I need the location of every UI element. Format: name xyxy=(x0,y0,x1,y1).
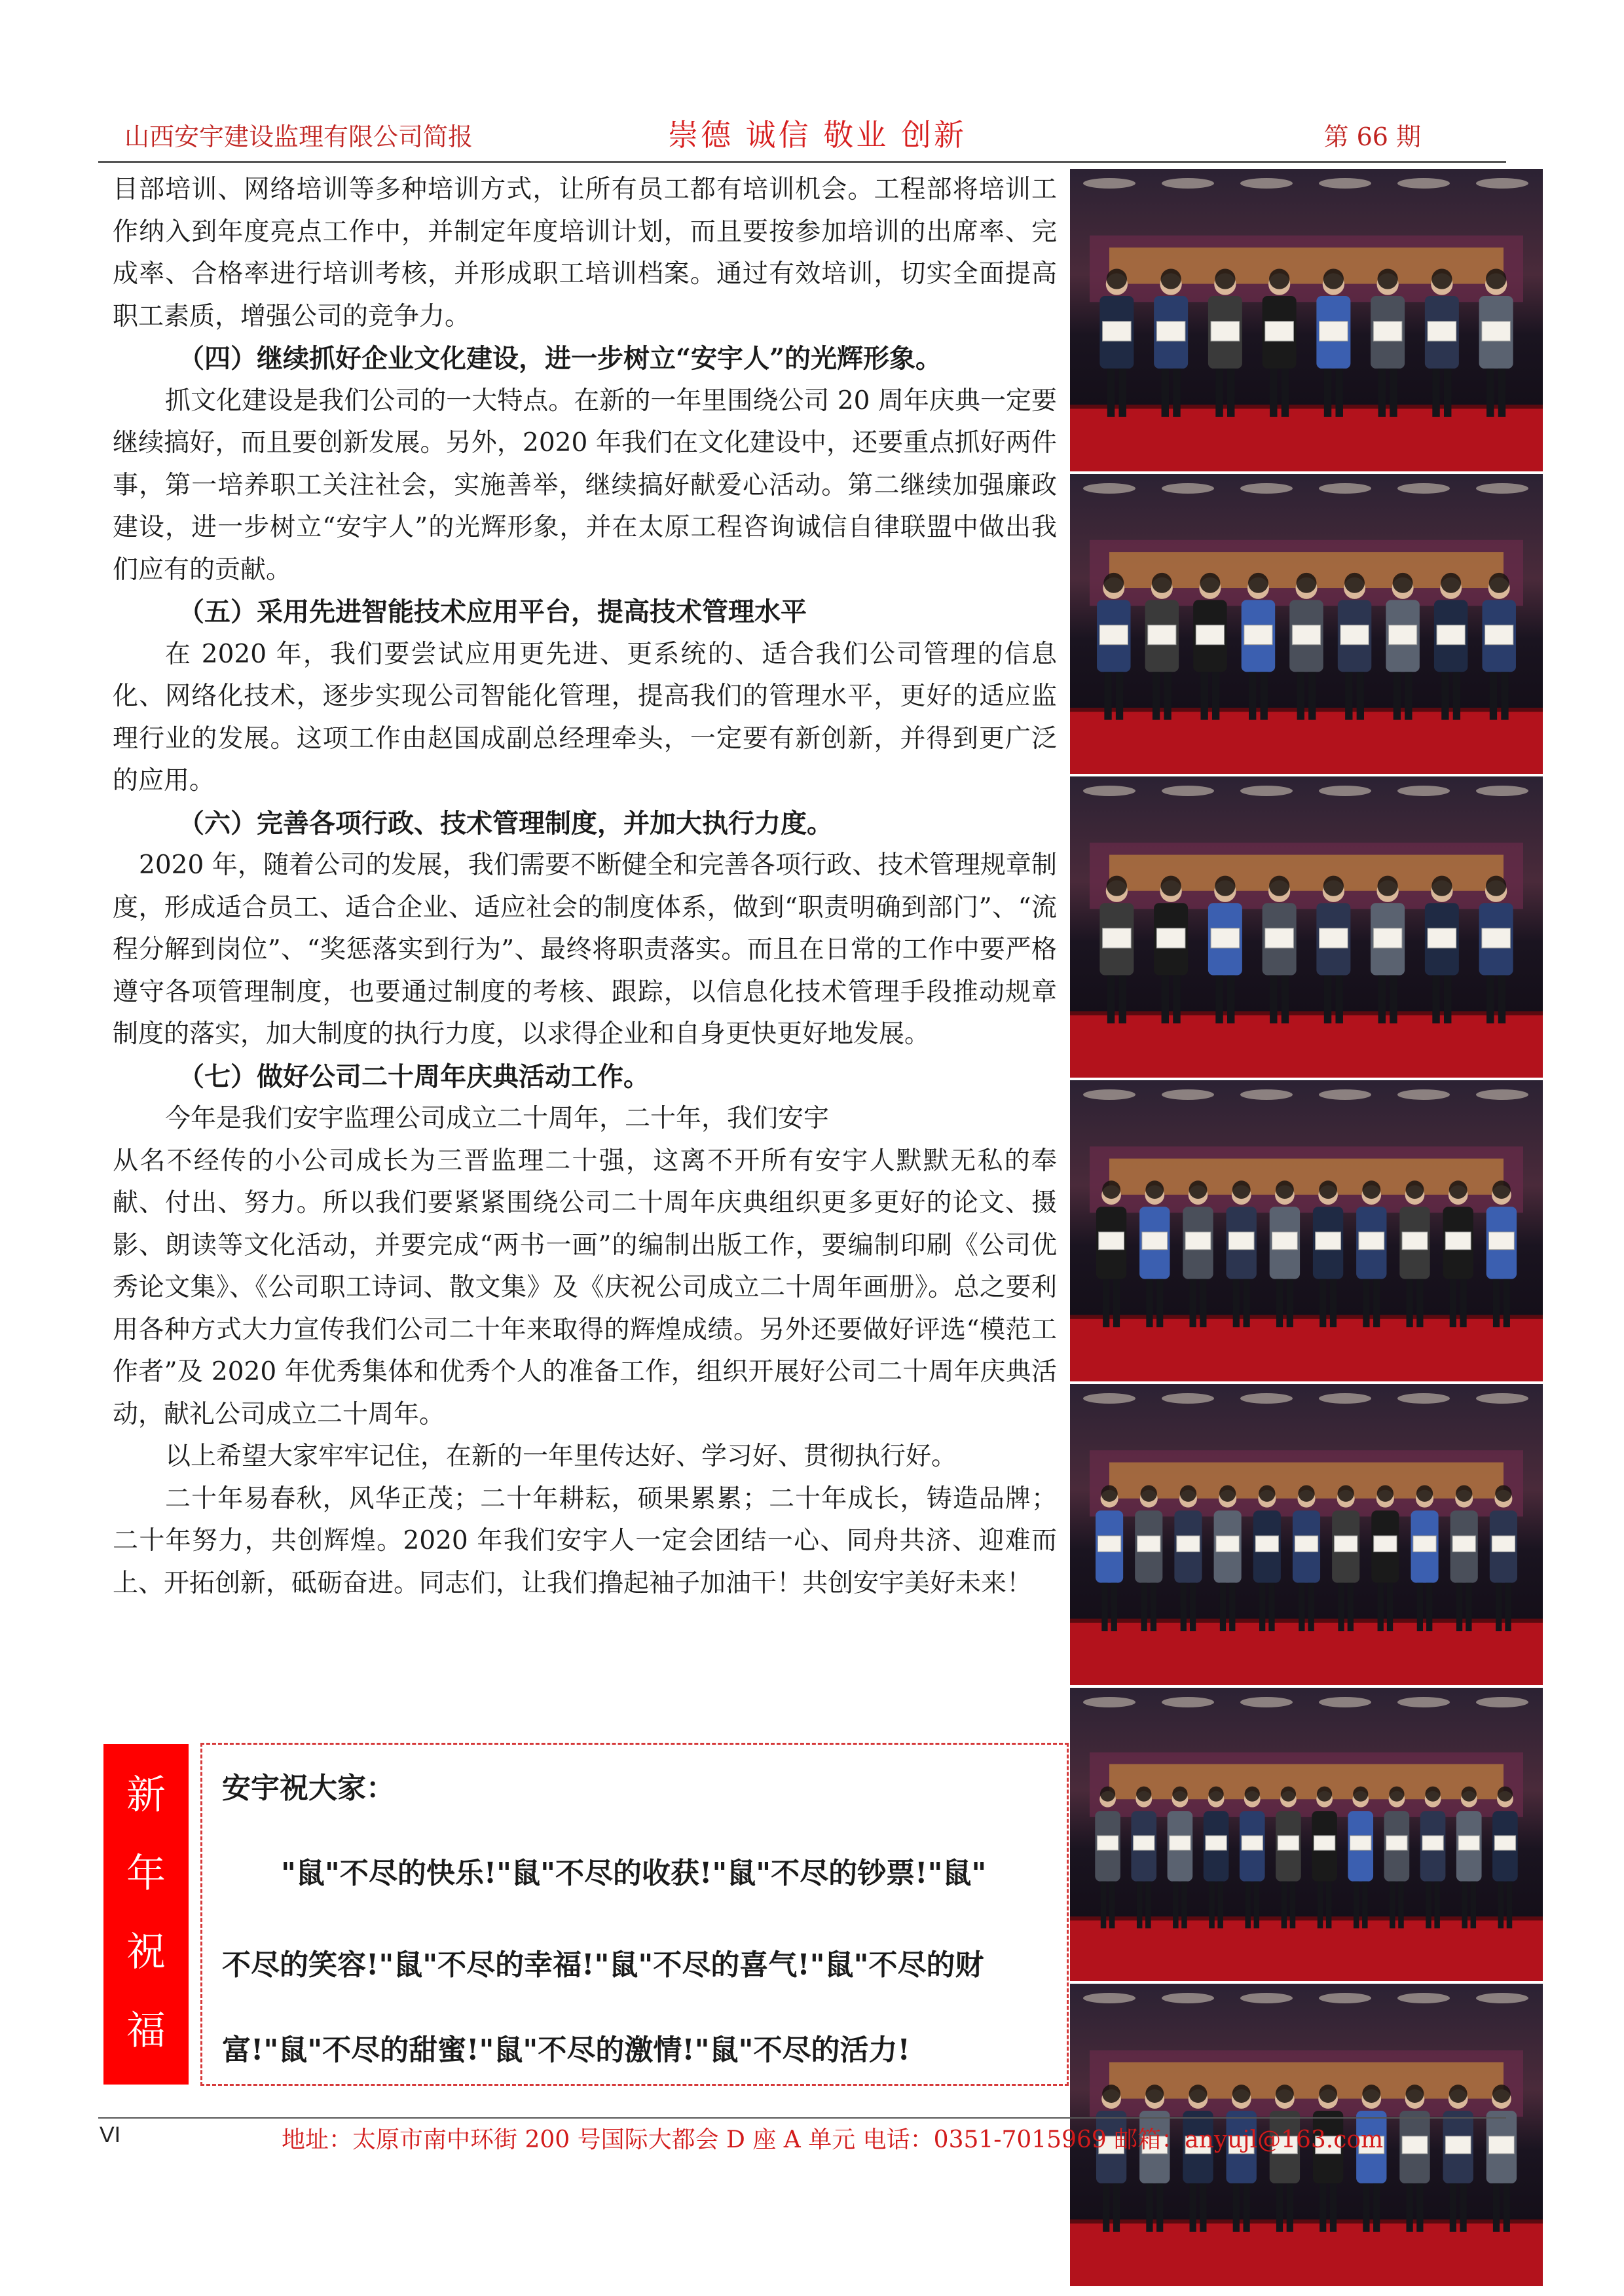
article-body xyxy=(113,169,1057,1605)
award-photo-6 xyxy=(1070,1688,1543,1981)
company-name: 山西安宇建设监理有限公司简报 xyxy=(124,122,473,151)
paragraph-training: 目部培训、网络培训等多种培训方式，让所有员工都有培训机会。工程部将培训工作纳入到年度亮点工作中，并制定年度培训计划，而且要按参加培训的出席率、完成率、合格率进行培训考核，并形成职工培训档案。通过有效培训，切实全面提高职工素质，增强公司的竞争力。 xyxy=(113,175,1057,331)
blessing-char: 新 xyxy=(126,1772,166,1818)
blessing-line-2: 不尽的笑容!"鼠"不尽的幸福!"鼠"不尽的喜气!"鼠"不尽的财 xyxy=(222,1948,984,1982)
section-heading-7: （七）做好公司二十周年庆典活动工作。 xyxy=(178,1061,650,1092)
page-header xyxy=(98,117,1473,156)
section-heading-5: （五）采用先进智能技术应用平台，提高技术管理水平 xyxy=(178,596,807,627)
award-photo-4 xyxy=(1070,1080,1543,1381)
paragraph-management: 2020 年，随着公司的发展，我们需要不断健全和完善各项行政、技术管理规章制度，形成适合员工、适合企业、适应社会的制度体系，做到“职责明确到部门”、“流程分解到岗位”、“奖惩落实到行为”、最终将职责落实。而且在日常的工作中要严格遵守各项管理制度，也要通过制度的考核、跟踪，以信息化技术管理手段推动规章制度的落实，加大制度的执行力度，以求得企业和自身更快更好地发展。 xyxy=(113,850,1057,1049)
blessing-box xyxy=(200,1743,1069,2086)
award-photo-1 xyxy=(1070,169,1543,471)
paragraph-technology: 在 2020 年，我们要尝试应用更先进、更系统的、适合我们公司管理的信息化、网络化技术，逐步实现公司智能化管理，提高我们的管理水平，更好的适应监理行业的发展。这项工作由赵国成副总经理牵头，一定要有新创新，并得到更广泛的应用。 xyxy=(113,639,1057,795)
award-photo-2 xyxy=(1070,474,1543,774)
issue-number: 第 66 期 xyxy=(1323,122,1421,151)
section-heading-4: （四）继续抓好企业文化建设，进一步树立“安宇人”的光辉形象。 xyxy=(178,343,942,374)
section-heading-6: （六）完善各项行政、技术管理制度，并加大执行力度。 xyxy=(178,807,833,839)
header-divider xyxy=(98,161,1506,163)
blessing-line-1: "鼠"不尽的快乐!"鼠"不尽的收获!"鼠"不尽的钞票!"鼠" xyxy=(281,1857,987,1890)
blessing-char: 年 xyxy=(126,1851,166,1897)
page-number: VI xyxy=(100,2123,121,2147)
footer-address: 地址：太原市南中环街 200 号国际大都会 D 座 A 单元 电话：0351-7015969 邮箱：anyujl@163.com xyxy=(282,2126,1384,2153)
paragraph-culture: 抓文化建设是我们公司的一大特点。在新的一年里围绕公司 20 周年庆典一定要继续搞好，而且要创新发展。另外，2020 年我们在文化建设中，还要重点抓好两件事，第一培养职工关注社会，实施善举，继续搞好献爱心活动。第二继续加强廉政建设，进一步树立“安宇人”的光辉形象，并在太原工程咨询诚信自律联盟中做出我们应有的贡献。 xyxy=(113,386,1057,585)
blessing-line-3: 富!"鼠"不尽的甜蜜!"鼠"不尽的激情!"鼠"不尽的活力! xyxy=(222,2033,910,2067)
company-motto: 崇德 诚信 敬业 创新 xyxy=(668,117,967,153)
footer-divider xyxy=(98,2117,1506,2119)
blessing-char: 福 xyxy=(126,2008,166,2054)
paragraph-anniversary-lead: 今年是我们安宇监理公司成立二十周年，二十年，我们安宇 xyxy=(165,1104,830,1133)
paragraph-anniversary: 从名不经传的小公司成长为三晋监理二十强，这离不开所有安宇人默默无私的奉献、付出、努力。所以我们要紧紧围绕公司二十周年庆典组织更多更好的论文、摄影、朗读等文化活动，并要完成“两书一画”的编制出版工作，要编制印刷《公司优秀论文集》、《公司职工诗词、散文集》及《庆祝公司成立二十周年画册》。总之要利用各种方式大力宣传我们公司二十年来取得的辉煌成绩。另外还要做好评选“模范工作者”及 2020 年优秀集体和优秀个人的准备工作，组织开展好公司二十周年庆典活动，献礼公司成立二十周年。 xyxy=(113,1146,1057,1429)
award-photo-5 xyxy=(1070,1384,1543,1685)
blessing-greeting: 安宇祝大家： xyxy=(222,1772,395,1805)
blessing-side-label xyxy=(103,1744,189,2085)
paragraph-summary: 以上希望大家牢牢记住，在新的一年里传达好、学习好、贯彻执行好。 xyxy=(165,1442,957,1471)
award-photo-3 xyxy=(1070,776,1543,1078)
blessing-char: 祝 xyxy=(126,1929,166,1975)
paragraph-closing: 二十年易春秋，风华正茂；二十年耕耘，硕果累累；二十年成长，铸造品牌；二十年努力，共创辉煌。2020 年我们安宇人一定会团结一心、同舟共济、迎难而上、开拓创新，砥砺奋进。同志们，让我们撸起袖子加油干！共创安宇美好未来！ xyxy=(113,1484,1057,1598)
